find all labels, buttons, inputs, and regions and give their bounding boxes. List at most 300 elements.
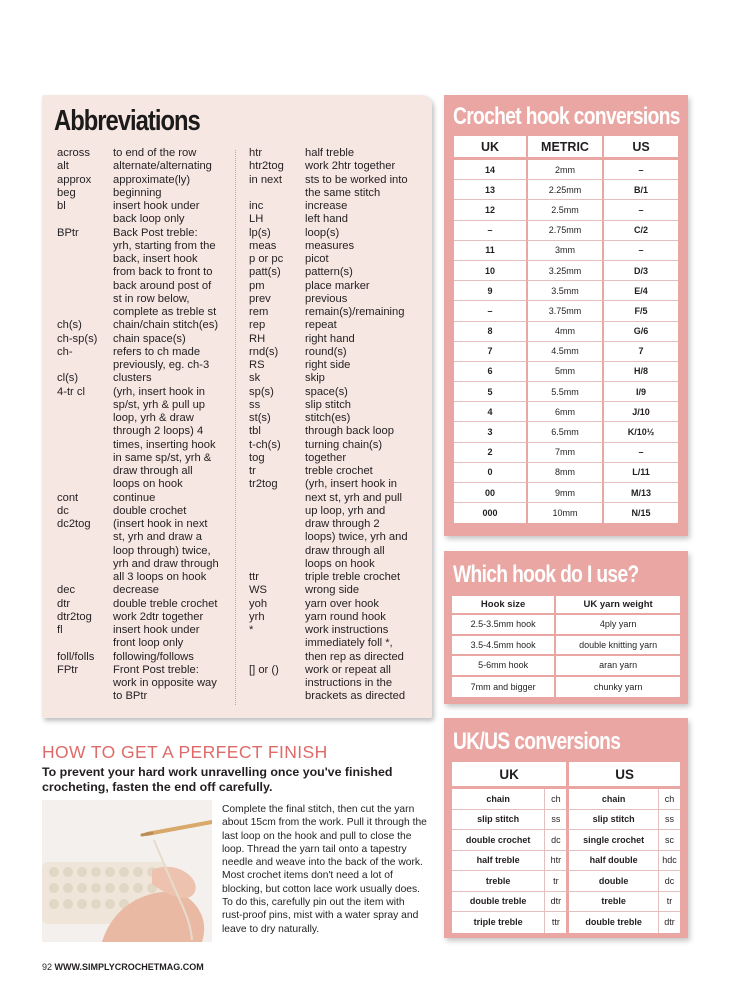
abbreviation-row <box>57 452 219 465</box>
abbreviation-row <box>57 677 219 690</box>
abbreviation-definition: previously, eg. ch-3 <box>113 359 210 371</box>
table-row <box>454 362 678 382</box>
table-header: US <box>602 136 678 160</box>
table-row <box>452 636 680 657</box>
abbreviation-term: ch-sp(s) <box>57 332 98 345</box>
abbreviation-definition: slip stitch <box>305 398 352 411</box>
finish-section-body: Complete the final stitch, then cut the yarn about 15cm from the work. Pull it through the last loop on the hook and pull to close the loop. Thread the yarn tail onto a tapestry needle and weave into the back of the work. Most crochet items don't need a lot of blocking, but cotton lace work usually does. To do this, carefully pin out the item with rust-proof pins, mist with a water spray and leave to dry naturally. <box>222 804 427 935</box>
table-cell: tr <box>544 871 566 892</box>
abbreviation-term <box>249 518 305 531</box>
table-header: US <box>566 762 680 789</box>
table-cell: aran yarn <box>554 656 680 677</box>
abbreviation-definition: alternate/alternating <box>113 160 212 173</box>
table-row <box>454 382 678 402</box>
abbreviation-row <box>249 584 408 597</box>
table-cell: 3mm <box>526 241 602 261</box>
abbreviation-row <box>249 227 408 240</box>
table-cell: 4mm <box>526 322 602 342</box>
abbreviation-definition: up loop, yrh and <box>305 504 386 517</box>
table-cell: 2mm <box>526 160 602 180</box>
abbreviation-row <box>57 346 219 359</box>
abbreviation-row <box>249 147 408 160</box>
abbreviation-row <box>57 319 219 332</box>
abbreviation-definition: clusters <box>113 372 152 385</box>
abbreviation-definition: work instructions <box>305 624 389 636</box>
table-cell: 00 <box>454 483 526 503</box>
abbreviation-term: tog <box>249 451 265 464</box>
abbreviation-row <box>57 280 219 293</box>
abbreviation-definition: turning chain(s) <box>305 438 383 451</box>
table-cell: 4 <box>454 402 526 422</box>
abbreviation-row <box>249 598 408 611</box>
abbreviation-row <box>249 240 408 253</box>
abbreviation-row <box>57 637 219 650</box>
table-cell: double knitting yarn <box>554 636 680 657</box>
table-header: Hook size <box>452 596 554 615</box>
abbreviation-row <box>57 439 219 452</box>
table-cell: 2.5-3.5mm hook <box>452 615 554 636</box>
table-cell: 9mm <box>526 483 602 503</box>
table-cell: H/8 <box>602 362 678 382</box>
abbreviation-term: ch- <box>57 345 73 358</box>
table-cell: dtr <box>544 892 566 913</box>
table-cell: 5mm <box>526 362 602 382</box>
table-cell: – <box>454 221 526 241</box>
abbreviation-term: fl <box>57 624 63 636</box>
abbreviation-definition: all 3 loops on hook <box>113 571 207 583</box>
abbreviation-definition: right hand <box>305 332 355 345</box>
abbreviation-definition: front loop only <box>113 637 184 650</box>
abbreviation-row <box>249 187 408 200</box>
abbreviation-row <box>249 505 408 518</box>
abbreviation-term <box>57 425 113 438</box>
abbreviation-row <box>249 465 408 478</box>
which-hook-table <box>452 596 680 697</box>
abbreviation-term <box>57 531 113 544</box>
abbreviation-term <box>249 558 305 571</box>
abbreviation-row <box>249 359 408 372</box>
crochet-swatch-photo <box>42 800 212 942</box>
table-row <box>454 301 678 321</box>
abbreviation-term: rnd(s) <box>249 345 279 358</box>
table-row <box>454 342 678 362</box>
abbreviations-left-column <box>57 147 219 704</box>
abbreviation-row <box>249 306 408 319</box>
abbreviation-term: FPtr <box>57 663 79 676</box>
abbreviation-definition: instructions in the <box>305 677 393 689</box>
table-row <box>452 789 680 810</box>
abbreviation-row <box>249 319 408 332</box>
abbreviation-definition: then rep as directed <box>305 650 404 663</box>
abbreviation-term: RS <box>249 359 265 371</box>
abbreviation-term <box>249 677 305 690</box>
abbreviation-definition: from back to front to <box>113 266 213 279</box>
table-header: METRIC <box>526 136 602 160</box>
abbreviation-definition: measures <box>305 239 355 252</box>
table-cell: double crochet <box>452 830 544 851</box>
abbreviation-term: yoh <box>249 597 268 610</box>
table-cell: htr <box>544 851 566 872</box>
abbreviation-row <box>249 333 408 346</box>
table-cell: ttr <box>544 912 566 933</box>
abbreviation-row <box>249 492 408 505</box>
abbreviation-term: in next <box>249 173 282 186</box>
abbreviation-definition: wrong side <box>305 584 360 597</box>
table-row <box>454 180 678 200</box>
abbreviation-definition: decrease <box>113 584 160 597</box>
abbreviation-definition: sts to be worked into <box>305 173 408 186</box>
abbreviation-term <box>249 651 305 664</box>
ukus-conversions-panel <box>444 718 688 938</box>
abbreviation-definition: half treble <box>305 147 355 159</box>
abbreviation-row <box>57 386 219 399</box>
abbreviation-definition: stitch(es) <box>305 412 351 424</box>
table-cell: tr <box>658 892 680 913</box>
table-header: UK <box>452 762 566 789</box>
abbreviation-row <box>249 386 408 399</box>
abbreviation-row <box>249 346 408 359</box>
abbreviation-row <box>249 651 408 664</box>
abbreviation-row <box>249 293 408 306</box>
abbreviation-row <box>249 280 408 293</box>
abbreviation-definition: space(s) <box>305 385 348 398</box>
table-cell: dtr <box>658 912 680 933</box>
abbreviation-term: inc <box>249 200 264 212</box>
abbreviation-term <box>57 452 113 465</box>
table-row <box>454 503 678 523</box>
table-cell: ss <box>544 810 566 831</box>
abbreviation-term: p or pc <box>249 253 284 265</box>
table-cell: half treble <box>452 851 544 872</box>
table-row <box>454 261 678 281</box>
table-cell: chain <box>566 789 658 810</box>
table-cell: N/15 <box>602 503 678 523</box>
abbreviation-definition: yrh and draw through <box>113 557 219 570</box>
abbreviation-row <box>57 372 219 385</box>
abbreviation-definition: increase <box>305 200 348 212</box>
abbreviation-term: ttr <box>249 571 259 583</box>
abbreviation-term <box>57 213 113 226</box>
abbreviation-row <box>249 452 408 465</box>
table-cell: D/3 <box>602 261 678 281</box>
abbreviation-definition: double treble crochet <box>113 597 218 610</box>
abbreviation-term <box>249 545 305 558</box>
abbreviation-definition: approximate(ly) <box>113 173 191 186</box>
table-cell: chain <box>452 789 544 810</box>
table-row <box>452 912 680 933</box>
table-cell: 10mm <box>526 503 602 523</box>
table-cell: 0 <box>454 463 526 483</box>
table-cell: 7 <box>602 342 678 362</box>
abbreviation-term: BPtr <box>57 226 79 239</box>
table-cell: – <box>602 200 678 220</box>
table-cell: half double <box>566 851 658 872</box>
abbreviation-row <box>249 518 408 531</box>
abbreviation-definition: loop through) twice, <box>113 544 211 557</box>
table-cell: J/10 <box>602 402 678 422</box>
page-number: 92 <box>42 962 53 972</box>
table-cell: 6.5mm <box>526 422 602 442</box>
abbreviation-term: sp(s) <box>249 385 274 398</box>
abbreviation-row <box>249 637 408 650</box>
abbreviation-definition: to end of the row <box>113 147 197 159</box>
table-row <box>454 422 678 442</box>
abbreviation-row <box>57 213 219 226</box>
abbreviation-definition: double crochet <box>113 504 187 517</box>
abbreviation-definition: insert hook under <box>113 624 200 636</box>
abbreviation-definition: skip <box>305 372 325 385</box>
table-row <box>452 830 680 851</box>
abbreviation-definition: chain/chain stitch(es) <box>113 319 219 332</box>
table-cell: chunky yarn <box>554 677 680 698</box>
table-cell: F/5 <box>602 301 678 321</box>
abbreviation-definition: work 2htr together <box>305 160 396 173</box>
finish-section-title: HOW TO GET A PERFECT FINISH <box>42 742 328 762</box>
table-cell: L/11 <box>602 463 678 483</box>
table-cell: 8 <box>454 322 526 342</box>
table-cell: ch <box>658 789 680 810</box>
abbreviation-term: 4-tr cl <box>57 385 85 398</box>
table-cell: K/10½ <box>602 422 678 442</box>
abbreviation-term: cont <box>57 491 79 504</box>
abbreviation-term <box>57 293 113 306</box>
table-cell: treble <box>452 871 544 892</box>
table-cell: I/9 <box>602 382 678 402</box>
table-cell: 4.5mm <box>526 342 602 362</box>
abbreviation-term: approx <box>57 173 92 186</box>
abbreviation-definition: pattern(s) <box>305 266 353 279</box>
abbreviation-term: * <box>249 624 254 636</box>
abbreviation-term: alt <box>57 160 69 173</box>
abbreviation-definition: loops on hook <box>305 557 375 570</box>
table-cell: double treble <box>566 912 658 933</box>
abbreviation-term: pm <box>249 279 265 292</box>
abbreviation-row <box>249 611 408 624</box>
abbreviation-row <box>249 439 408 452</box>
abbreviation-definition: loop(s) <box>305 226 340 239</box>
table-row <box>452 851 680 872</box>
abbreviation-term: sk <box>249 372 261 385</box>
abbreviation-term: ch(s) <box>57 319 82 332</box>
abbreviation-term <box>57 306 113 319</box>
abbreviation-row <box>57 505 219 518</box>
table-cell: 9 <box>454 281 526 301</box>
abbreviation-row <box>57 160 219 173</box>
abbreviation-definition: work 2dtr together <box>113 610 204 623</box>
abbreviation-definition: through back loop <box>305 425 394 438</box>
abbreviation-definition: back loop only <box>113 213 185 226</box>
abbreviation-definition: st, yrh and draw a <box>113 531 202 544</box>
abbreviation-term <box>249 187 305 200</box>
abbreviation-row <box>57 664 219 677</box>
abbreviation-term: meas <box>249 239 277 252</box>
abbreviation-term <box>57 266 113 279</box>
table-cell: C/2 <box>602 221 678 241</box>
abbreviation-definition: picot <box>305 253 329 265</box>
abbreviation-row <box>57 200 219 213</box>
abbreviation-row <box>57 240 219 253</box>
abbreviation-definition: loops on hook <box>113 478 183 491</box>
abbreviation-row <box>57 531 219 544</box>
abbreviation-term <box>57 465 113 478</box>
table-cell: 6mm <box>526 402 602 422</box>
table-cell: 2.25mm <box>526 180 602 200</box>
abbreviation-row <box>249 478 408 491</box>
abbreviation-row <box>57 187 219 200</box>
table-cell: ss <box>658 810 680 831</box>
abbreviation-term: tr2tog <box>249 478 278 491</box>
abbreviation-row <box>57 333 219 346</box>
abbreviation-term: [] or () <box>249 663 279 676</box>
table-row <box>454 281 678 301</box>
abbreviation-term <box>57 253 113 266</box>
table-cell: dc <box>544 830 566 851</box>
abbreviation-term: foll/folls <box>57 650 95 663</box>
abbreviation-row <box>249 174 408 187</box>
abbreviation-definition: refers to ch made <box>113 345 201 358</box>
table-row <box>452 615 680 636</box>
abbreviation-definition: previous <box>305 292 348 305</box>
abbreviation-term <box>57 558 113 571</box>
abbreviation-term <box>249 492 305 505</box>
abbreviation-row <box>57 651 219 664</box>
abbreviation-term <box>57 690 113 703</box>
abbreviation-term <box>249 531 305 544</box>
table-cell: double <box>566 871 658 892</box>
table-header: UK yarn weight <box>554 596 680 615</box>
abbreviation-term: htr <box>249 147 263 159</box>
website-link[interactable]: WWW.SIMPLYCROCHETMAG.COM <box>54 962 204 972</box>
table-cell: treble <box>566 892 658 913</box>
abbreviations-panel <box>42 95 432 718</box>
ukus-conversions-table <box>452 762 680 933</box>
hook-conversions-table <box>454 136 678 523</box>
abbreviation-definition: insert hook under <box>113 200 200 212</box>
abbreviation-definition: yarn round hook <box>305 610 386 623</box>
abbreviation-row <box>249 372 408 385</box>
table-cell: 2.5mm <box>526 200 602 220</box>
abbreviation-row <box>249 624 408 637</box>
abbreviation-term: cl(s) <box>57 372 79 385</box>
abbreviation-definition: draw through all <box>113 465 193 477</box>
table-cell: dc <box>658 871 680 892</box>
abbreviation-definition: complete as treble st <box>113 306 217 318</box>
table-row <box>454 463 678 483</box>
table-cell: – <box>602 443 678 463</box>
abbreviation-definition: work or repeat all <box>305 663 391 676</box>
table-cell: hdc <box>658 851 680 872</box>
abbreviation-definition: remain(s)/remaining <box>305 306 405 318</box>
abbreviation-term: rem <box>249 306 269 318</box>
abbreviation-term: rep <box>249 319 266 332</box>
table-cell: slip stitch <box>566 810 658 831</box>
abbreviation-definition: brackets as directed <box>305 690 406 703</box>
abbreviation-definition: draw through 2 <box>305 518 380 530</box>
table-cell: 5 <box>454 382 526 402</box>
abbreviation-row <box>57 253 219 266</box>
abbreviation-definition: back, insert hook <box>113 253 198 265</box>
abbreviations-right-column <box>249 147 408 704</box>
abbreviation-term <box>57 359 113 372</box>
table-cell: 7mm and bigger <box>470 681 536 692</box>
abbreviation-definition: round(s) <box>305 345 347 358</box>
abbreviation-term: dec <box>57 584 76 597</box>
abbreviation-definition: to BPtr <box>113 690 148 703</box>
abbreviation-definition: the same stitch <box>305 186 381 199</box>
which-hook-panel <box>444 551 688 704</box>
abbreviation-term: dtr2tog <box>57 610 92 623</box>
abbreviation-row <box>57 598 219 611</box>
table-cell: 3.5-4.5mm hook <box>452 636 554 657</box>
table-row <box>454 483 678 503</box>
abbreviation-definition: beginning <box>113 186 162 199</box>
abbreviation-row <box>57 412 219 425</box>
abbreviation-row <box>57 690 219 703</box>
abbreviation-term <box>57 478 113 491</box>
abbreviation-term <box>57 399 113 412</box>
abbreviation-definition: st in row below, <box>113 292 190 305</box>
table-cell: slip stitch <box>452 810 544 831</box>
table-cell: 12 <box>454 200 526 220</box>
column-divider <box>235 150 236 705</box>
table-cell: – <box>454 301 526 321</box>
table-cell: 3.75mm <box>526 301 602 321</box>
abbreviation-term <box>249 690 305 703</box>
abbreviation-definition: treble crochet <box>305 465 373 477</box>
abbreviation-row <box>249 412 408 425</box>
abbreviation-definition: triple treble crochet <box>305 571 401 583</box>
abbreviation-term: tr <box>249 465 256 477</box>
abbreviation-definition: following/follows <box>113 650 194 663</box>
abbreviation-definition: draw through all <box>305 544 385 557</box>
abbreviation-term <box>57 571 113 584</box>
abbreviation-definition: yrh, starting from the <box>113 239 216 252</box>
table-cell: 7mm <box>526 443 602 463</box>
abbreviation-row <box>57 465 219 478</box>
abbreviation-term: lp(s) <box>249 226 271 239</box>
table-cell: 7 <box>454 342 526 362</box>
which-hook-title: Which hook do I use? <box>453 561 639 588</box>
abbreviation-term: RH <box>249 332 266 345</box>
table-cell: single crochet <box>566 830 658 851</box>
abbreviation-row <box>249 425 408 438</box>
abbreviation-definition: sp/st, yrh & pull up <box>113 398 206 411</box>
abbreviation-row <box>249 664 408 677</box>
abbreviation-term <box>249 505 305 518</box>
abbreviation-definition: repeat <box>305 319 337 332</box>
table-cell: ch <box>544 789 566 810</box>
table-row <box>454 160 678 180</box>
abbreviation-definition: left hand <box>305 213 348 226</box>
abbreviation-row <box>57 227 219 240</box>
abbreviation-row <box>57 584 219 597</box>
abbreviation-definition: loop, yrh & draw <box>113 412 194 424</box>
abbreviation-row <box>249 200 408 213</box>
table-row <box>452 810 680 831</box>
table-row <box>452 892 680 913</box>
table-row <box>454 443 678 463</box>
abbreviation-row <box>57 147 219 160</box>
abbreviation-row <box>249 677 408 690</box>
table-row <box>452 656 680 677</box>
abbreviation-definition: together <box>305 451 347 464</box>
table-cell: 5.5mm <box>526 382 602 402</box>
abbreviation-row <box>57 174 219 187</box>
abbreviation-term <box>249 637 305 650</box>
abbreviation-definition: Front Post treble: <box>113 663 199 676</box>
abbreviation-row <box>57 359 219 372</box>
abbreviation-term: across <box>57 147 90 159</box>
